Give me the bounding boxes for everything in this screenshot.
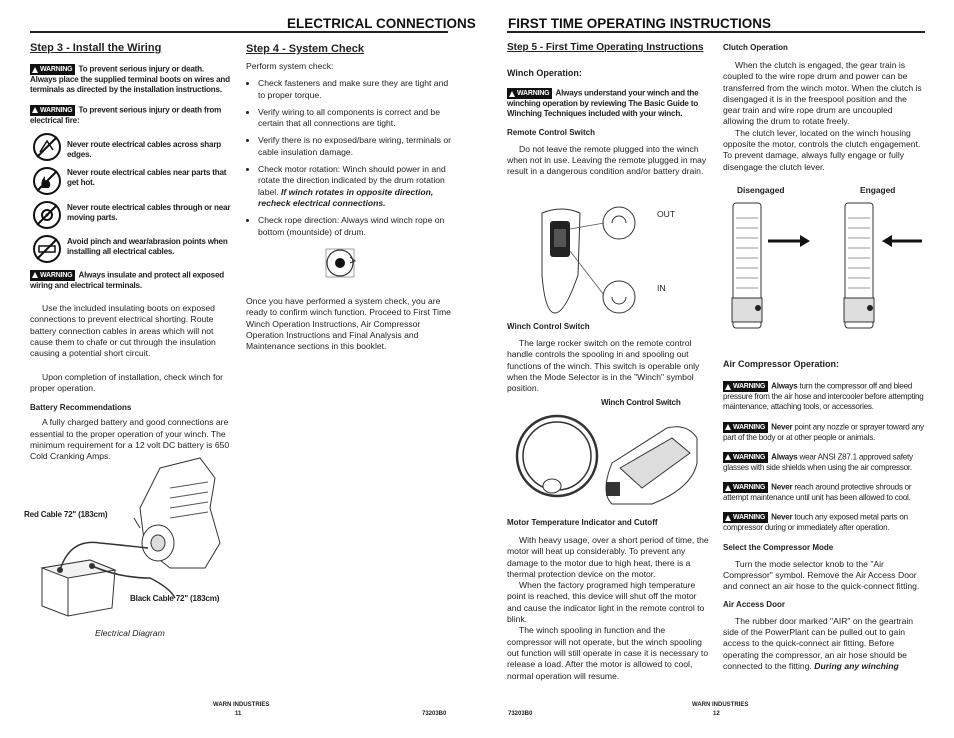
drum-rotation-icon — [320, 243, 360, 283]
clutch-engaged-illustration — [840, 198, 925, 333]
winch-control-section — [507, 322, 712, 394]
warning-badge: WARNING — [723, 381, 768, 392]
sharp-edge-icon — [30, 132, 64, 162]
step3-warning-3: WARNING Always insulate and protect all exposed wiring and electrical terminals. — [30, 270, 225, 290]
check-item: • Verify there is no exposed/bare wiring, terminals or cable insulation damage. — [258, 135, 451, 158]
battery-title: Battery Recommendations — [30, 403, 132, 413]
warning-badge: WARNING — [723, 422, 768, 433]
winch-operation-title: Winch Operation: — [507, 68, 582, 78]
motor-temp-section — [507, 518, 712, 682]
warning-triangle-icon — [725, 485, 731, 491]
cable-hazard-list — [30, 132, 232, 264]
clutch-paragraph-2: The clutch lever, located on the winch housing opposite the motor, controls the clutch engagement. To prevent damage, always fully engage or fully disengage the clutch lever. — [723, 127, 921, 172]
hazard-item: Never route electrical cables across sharp edges. — [30, 132, 232, 162]
hazard-item: Never route electrical cables through or near moving parts. — [30, 200, 232, 230]
air-warning: WARNING Always turn the compressor off and bleed pressure from the air hose and intercooler before attempting maintenance, attaching tools, or accessories. — [723, 381, 924, 412]
warning-badge: WARNING — [723, 512, 768, 523]
step4-closing: Once you have performed a system check, you are ready to confirm winch function. Proceed to First Time Winch Operation Instructions, Air Compressor Operation Instructions and Final Analysis and Maintenance sections in this booklet. — [246, 296, 451, 352]
air-door-text: The rubber door marked "AIR" on the geartrain side of the PowerPlant can be pulled out to gain access to the quick-connect air fitting. Before operating the compressor, an air hose should be connected to the fitting. During any winching — [723, 615, 914, 671]
right-page-number: 12 — [713, 711, 720, 717]
remote-illustration — [520, 205, 685, 315]
motor-paragraph-1: With heavy usage, over a short period of time, the motor will heat up considerably. To prevent any damage to the motor due to high heat, there is a thermal protection device on the motor. — [507, 535, 709, 579]
step3-warning-1: WARNING To prevent serious injury or death. Always place the supplied terminal boots on wires and terminals as directed by the installation instructions. — [30, 64, 230, 95]
right-header-rule — [507, 31, 925, 33]
hazard-item: Avoid pinch and wear/abrasion points when installing all electrical cables. — [30, 234, 232, 264]
step5-title: Step 5 - First Time Operating Instructions — [507, 42, 704, 53]
system-check-list — [246, 78, 451, 238]
winch-control-switch-illustration — [512, 408, 702, 508]
remote-title: Remote Control Switch — [507, 127, 596, 137]
moving-parts-icon — [30, 200, 64, 230]
compressor-mode-title: Select the Compressor Mode — [723, 542, 834, 552]
right-footer-company: WARN INDUSTRIES — [692, 702, 749, 708]
air-warning: WARNING Never point any nozzle or sprayer toward any part of the body or at other people or animals. — [723, 422, 924, 442]
warning-triangle-icon — [509, 91, 515, 97]
warning-badge: WARNING — [30, 270, 75, 281]
diagram-caption: Electrical Diagram — [95, 628, 165, 638]
warning-badge: WARNING — [507, 88, 552, 99]
left-doc-code: 73203B0 — [422, 711, 447, 717]
hot-parts-icon — [30, 166, 64, 196]
step4-title: Step 4 - System Check — [246, 43, 364, 55]
air-compressor-section — [723, 359, 925, 672]
battery-text: A fully charged battery and good connections are essential to the proper operation of your winch. The minimum requirement for a 12 volt DC battery is 650 Cold Cranking Amps. — [30, 417, 230, 462]
wcs-title: Winch Control Switch — [507, 322, 590, 331]
air-title: Air Compressor Operation: — [723, 359, 840, 369]
winch-battery-illustration — [30, 448, 235, 618]
check-item: • Check fasteners and make sure they are tight and to proper torque. — [258, 78, 451, 101]
step3-title: Step 3 - Install the Wiring — [30, 42, 162, 54]
step5-warning: WARNING Always understand your winch and the winching operation by reviewing The Basic Guide to Winching Techniques included with your winch. — [507, 88, 699, 119]
warning-badge: WARNING — [30, 105, 75, 116]
step5-section — [507, 42, 712, 177]
warning-triangle-icon — [32, 67, 38, 73]
remote-text: Do not leave the remote plugged into the winch when not in use. Leaving the remote plugged in may result in a dangerous condition and/or battery drain. — [507, 143, 707, 177]
right-page-header: FIRST TIME OPERATING INSTRUCTIONS — [508, 16, 771, 31]
step3-warning-2: WARNING To prevent serious injury or death from electrical fire: — [30, 105, 222, 125]
clutch-title: Clutch Operation — [723, 43, 788, 52]
step3-paragraph-1: Use the included insulating boots on exposed connections to prevent electrical shorting. Route battery connection cables in areas which will not cause them to chafe or cut through the insulation causing a potential short circuit. — [30, 303, 216, 359]
warning-triangle-icon — [32, 107, 38, 113]
disengaged-label: Disengaged — [737, 185, 785, 195]
left-footer-company: WARN INDUSTRIES — [213, 702, 270, 708]
warning-triangle-icon — [32, 272, 38, 278]
motor-paragraph-2: When the factory programed high temperature point is reached, this device will shut off the motor and cause the indicator light in the remote control to blink. — [507, 580, 705, 625]
left-page-number: 11 — [235, 711, 242, 717]
out-label: OUT — [657, 209, 676, 219]
step4-intro: Perform system check: — [246, 61, 334, 71]
warning-triangle-icon — [725, 424, 731, 430]
red-cable-label: Red Cable 72" (183cm) — [24, 510, 108, 519]
air-door-title: Air Access Door — [723, 599, 785, 609]
right-doc-code: 73203B0 — [508, 711, 533, 717]
wcs-text: The large rocker switch on the remote control handle controls the spooling in and spooling out functions of the winch. This switch is operable only when the Mode Selector is in the "Winch" symbol position. — [507, 338, 700, 394]
clutch-section — [723, 43, 925, 173]
check-item: • Verify wiring to all components is correct and be certain that all connections are tight. — [258, 107, 451, 130]
warning-badge: WARNING — [723, 452, 768, 463]
step4-section — [246, 43, 451, 244]
air-warning: WARNING Never reach around protective shrouds or attempt maintenance until unit has been allowed to cool. — [723, 482, 912, 503]
step3-section — [30, 42, 232, 462]
check-item: • Check motor rotation: Winch should power in and rotate the direction indicated by the drum rotation label. If winch rotates in opposite direction, recheck electrical connections. — [258, 164, 451, 209]
wcs-caption: Winch Control Switch — [601, 398, 681, 407]
warning-triangle-icon — [725, 515, 731, 521]
air-warning: WARNING Always wear ANSI Z87.1 approved safety glasses with side shields when using the air compressor. — [723, 452, 913, 472]
pinch-icon — [30, 234, 64, 264]
left-header-rule — [30, 31, 448, 33]
clutch-paragraph-1: When the clutch is engaged, the gear train is coupled to the wire rope drum and power can be transferred from the winch motor. When the clutch is disengaged it is in the freespool position and the gear train and wire rope drum are uncoupled allowing the drum to rotate freely. — [723, 60, 922, 127]
compressor-mode-text: Turn the mode selector knob to the "Air Compressor" symbol. Remove the Air Access Door and connect an air hose to the quick-connect fitting. — [723, 558, 920, 592]
check-item: • Check rope direction: Always wind winch rope on bottom (mountside) of drum. — [258, 215, 451, 238]
left-page-header: ELECTRICAL CONNECTIONS — [287, 16, 476, 31]
electrical-diagram — [24, 448, 235, 643]
warning-triangle-icon — [725, 454, 731, 460]
in-label: IN — [657, 283, 666, 293]
motor-title: Motor Temperature Indicator and Cutoff — [507, 518, 658, 527]
air-warning: WARNING Never touch any exposed metal parts on compressor during or immediately after operation. — [723, 513, 908, 533]
warning-badge: WARNING — [723, 482, 768, 493]
warning-triangle-icon — [725, 384, 731, 390]
hazard-item: Never route electrical cables near parts that get hot. — [30, 166, 232, 196]
clutch-disengaged-illustration — [728, 198, 813, 333]
black-cable-label: Black Cable 72" (183cm) — [130, 594, 220, 603]
engaged-label: Engaged — [860, 185, 896, 195]
step3-paragraph-2: Upon completion of installation, check winch for proper operation. — [30, 371, 224, 393]
motor-paragraph-3: The winch spooling in function and the compressor will not operate, but the winch spooling out function will still operate in case it is necessary to release a load. After the motor is allowed to cool, normal operation will resume. — [507, 625, 709, 681]
warning-badge: WARNING — [30, 64, 75, 75]
